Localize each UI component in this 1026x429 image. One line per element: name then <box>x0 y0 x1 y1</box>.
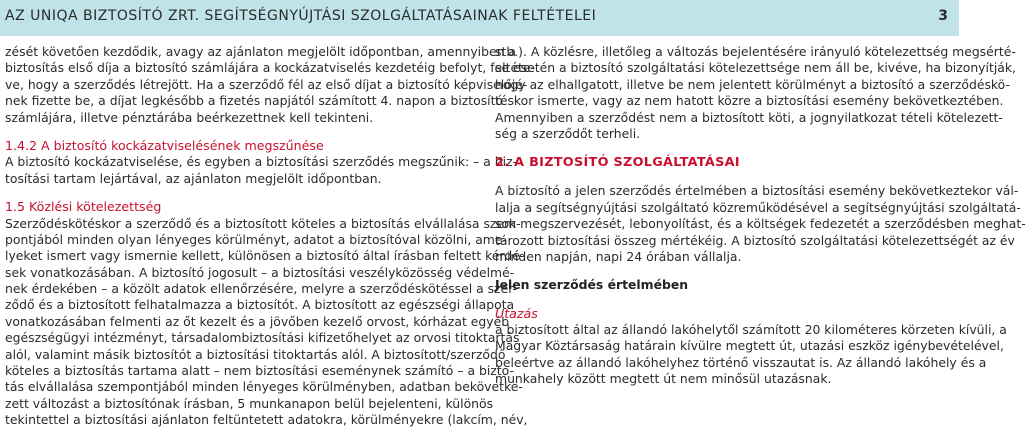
section-heading-1-4-2: 1.4.2 A biztosító kockázatviselésének megszűnése <box>5 137 324 153</box>
text-line: lalja a segítségnyújtási szolgáltató közreműködésével a segítségnyújtási szolgáltatá- <box>495 199 1021 215</box>
text-line: ség a szerződőt terheli. <box>495 125 641 141</box>
text-line: minden napján, napi 24 órában vállalja. <box>495 248 742 264</box>
text-line: tekintettel a biztosítási ajánlaton feltüntetett adatokra, körülményekre (lakcím, név, <box>5 412 528 428</box>
page-number: 3 <box>938 8 948 24</box>
text-line: ződő és a biztosított felhatalmazza a biztosítót. A biztosított az egészségi állapota <box>5 297 515 313</box>
text-line: sek vonatkozásában. A biztosító jogosult – a biztosítási veszélyközösség védelmé- <box>5 264 515 280</box>
text-line: ve, hogy a szerződés létrejött. Ha a szerződő fél az első díjat a biztosító képviselőjé- <box>5 76 528 92</box>
document-title: AZ UNIQA BIZTOSÍTÓ ZRT. SEGÍTSÉGNYÚJTÁSI SZOLGÁLTATÁSAINAK FELTÉTELEI <box>5 8 597 24</box>
subheading-jelen-szerzodes: Jelen szerződés értelmében <box>495 277 689 293</box>
right-column <box>495 44 1026 388</box>
text-line: biztosítás első díja a biztosító számlájára a kockázatviselés kezdetéig befolyt, feltéte- <box>5 60 536 76</box>
text-line: Amennyiben a szerződést nem a biztosított köti, a jognyilatkozat tételi kötelezett- <box>495 109 1003 125</box>
text-line: Szerződéskötéskor a szerződő és a biztosított köteles a biztosítás elvállalása szem- <box>5 215 521 231</box>
text-line: hogy az elhallgatott, illetve be nem jelentett körülményt a biztosító a szerződéskö- <box>495 76 1010 92</box>
text-line: téskor ismerte, vagy az nem hatott közre a biztosítási esemény bekövetkeztében. <box>495 93 1004 109</box>
text-line: A biztosító a jelen szerződés értelmében a biztosítási esemény bekövetkeztekor vál- <box>495 183 1019 199</box>
text-line: tás elvállalása szempontjából minden lényeges körülményben, adatban bekövetke- <box>5 379 523 395</box>
text-line: zett változást a biztosítónak írásban, 5 munkanapon belül bejelenteni, különös <box>5 395 494 411</box>
text-line: tározott biztosítási összeg mértékéig. A biztosító szolgáltatási kötelezettségét az év <box>495 232 1015 248</box>
text-line: nek érdekében – a közölt adatok ellenőrzésére, melyre a szerződéskötéssel a szer- <box>5 281 517 297</box>
text-line: alól, valamint másik biztosítót a biztosítási titoktartás alól. A biztosított/szerződő <box>5 346 506 362</box>
section-heading-2: 2. A BIZTOSÍTÓ SZOLGÁLTATÁSAI <box>495 155 740 171</box>
text-line: A biztosító kockázatviselése, és egyben a biztosítási szerződés megszűnik: – a biz- <box>5 154 518 170</box>
text-line: munkahely között megtett út nem minősül utazásnak. <box>495 371 832 387</box>
text-line: se esetén a biztosító szolgáltatási kötelezettsége nem áll be, kivéve, ha bizonyítják, <box>495 60 1016 76</box>
text-line: stb.). A közlésre, illetőleg a változás bejelentésére irányuló kötelezettség megsérté- <box>495 44 1016 59</box>
page-header <box>0 0 959 36</box>
text-line: beleértve az állandó lakóhelyhez történő visszautat is. Az állandó lakóhely és a <box>495 354 987 370</box>
text-line: köteles a biztosítás tartama alatt – nem biztosítási eseménynek számító – a bizto- <box>5 363 514 379</box>
text-line: nek fizette be, a díjat legkésőbb a fizetés napjától számított 4. napon a biztosító <box>5 93 504 109</box>
text-line: pontjából minden olyan lényeges körülményt, adatot a biztosítóval közölni, ame- <box>5 231 507 247</box>
text-line: számlájára, illetve pénztárába beérkezettnek kell tekinteni. <box>5 109 374 125</box>
section-heading-1-5: 1.5 Közlési kötelezettség <box>5 199 162 215</box>
text-line: lyeket ismert vagy ismernie kellett, különösen a biztosító által írásban feltett kérdé- <box>5 248 525 264</box>
text-line: a biztosított által az állandó lakóhelytől számított 20 kilométeres körzeten kívüli, a <box>495 322 1007 338</box>
subheading-utazas: Utazás <box>495 305 538 321</box>
text-line: egészségügyi intézményt, társadalombiztosítási kifizetőhelyet az orvosi titoktartás <box>5 330 520 346</box>
text-line: sok megszervezését, lebonyolítást, és a költségek fedezetét a szerződésben meghat- <box>495 216 1026 232</box>
text-line: Magyar Köztársaság határain kívülre megtett út, utazási eszköz igénybevételével, <box>495 338 1004 354</box>
text-line: tosítási tartam lejártával, az ajánlaton megjelölt időpontban. <box>5 170 382 186</box>
text-line: vonatkozásában felmenti az őt kezelt és a jövőben kezelő orvost, kórházat egyéb <box>5 313 510 329</box>
text-line: zését követően kezdődik, avagy az ajánlaton megjelölt időpontban, amennyiben a <box>5 44 516 59</box>
